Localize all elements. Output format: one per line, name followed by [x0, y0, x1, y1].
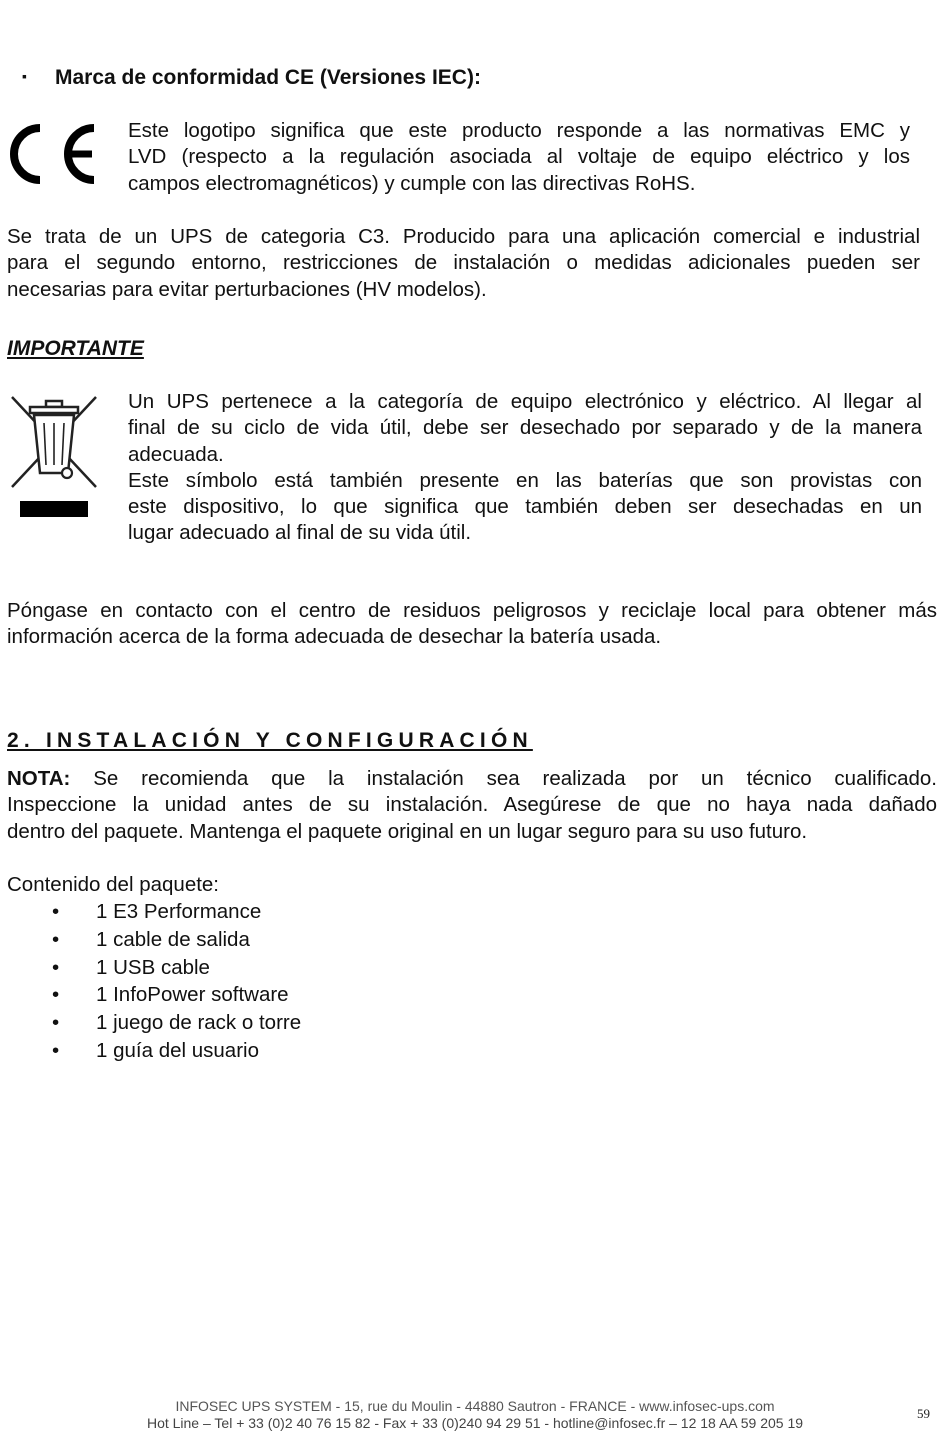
page-footer: [0, 1398, 950, 1432]
category-line-2: para el segundo entorno, restricciones de instalación o medidas adicionales pueden ser: [7, 251, 920, 275]
ce-line-3: campos electromagnéticos) y cumple con las directivas RoHS.: [128, 171, 696, 195]
nota-first-text: Se recomienda que la instalación sea realizada por un técnico cualificado.: [70, 767, 937, 790]
category-line-3: necesarias para evitar perturbaciones (HV modelos).: [7, 277, 487, 301]
list-item-label: 1 juego de rack o torre: [96, 1011, 302, 1034]
important-line-1: Un UPS pertenece a la categoría de equipo electrónico y eléctrico. Al llegar al: [128, 390, 922, 413]
important-line-2: final de su ciclo de vida útil, debe ser desechado por separado y de la manera: [128, 416, 922, 440]
ce-mark-logo: [10, 122, 96, 186]
important-heading: IMPORTANTE: [7, 337, 144, 360]
category-paragraph: [7, 224, 920, 303]
important-line-6: lugar adecuado al final de su vida útil.: [128, 521, 472, 545]
important-line-5: este dispositivo, lo que significa que también deben ser desechadas en un: [128, 495, 922, 519]
list-bullet: •: [52, 1039, 60, 1062]
footer-address: INFOSEC UPS SYSTEM - 15, rue du Moulin - 44880 Sautron - FRANCE - www.infosec-ups.com: [175, 1398, 775, 1414]
list-item-label: 1 guía del usuario: [96, 1039, 259, 1062]
nota-paragraph: [7, 766, 937, 845]
ce-heading: Marca de conformidad CE (Versiones IEC):: [55, 66, 481, 89]
category-line-1: Se trata de un UPS de categoria C3. Producido para una aplicación comercial e industrial: [7, 225, 920, 248]
section-2-title: 2. INSTALACIÓN Y CONFIGURACIÓN: [7, 729, 533, 752]
important-line-4: Este símbolo está también presente en las baterías que son provistas con: [128, 468, 922, 492]
ce-description: [128, 118, 910, 197]
list-item-label: 1 InfoPower software: [96, 983, 289, 1006]
footer-contact: Hot Line – Tel + 33 (0)2 40 76 15 82 - Fax + 33 (0)240 94 29 51 - hotline@infosec.fr – 12 18 AA 59 205 19: [146, 1415, 804, 1431]
list-bullet: •: [52, 928, 60, 951]
important-line-3: adecuada.: [128, 442, 224, 466]
list-item-label: 1 USB cable: [96, 956, 210, 979]
contact-line-2: información acerca de la forma adecuada de desechar la batería usada.: [7, 625, 662, 649]
nota-line-2: Inspeccione la unidad antes de su instalación. Asegúrese de que no haya nada dañado: [7, 793, 937, 817]
list-bullet: •: [52, 983, 60, 1006]
weee-bin-icon: [8, 393, 100, 531]
list-item-label: 1 cable de salida: [96, 928, 250, 951]
contents-label: Contenido del paquete:: [7, 873, 220, 896]
ce-line-1: Este logotipo significa que este producto responde a las normativas EMC y: [128, 119, 910, 142]
list-item-label: 1 E3 Performance: [96, 900, 262, 923]
ce-line-2: LVD (respecto a la regulación asociada al voltaje de equipo eléctrico y los: [128, 145, 910, 169]
page-number: 59: [917, 1406, 930, 1421]
nota-line-1: [7, 766, 937, 792]
nota-line-3: dentro del paquete. Mantenga el paquete original en un lugar seguro para su uso futuro.: [7, 819, 808, 843]
contact-line-1: Póngase en contacto con el centro de residuos peligrosos y reciclaje local para obtener más: [7, 599, 937, 622]
contact-paragraph: [7, 598, 937, 651]
list-bullet: •: [52, 1011, 60, 1034]
heading-bullet: ▪: [22, 68, 27, 84]
nota-label: NOTA:: [7, 767, 71, 790]
list-bullet: •: [52, 956, 60, 979]
list-bullet: •: [52, 900, 60, 923]
important-description: [128, 389, 922, 547]
